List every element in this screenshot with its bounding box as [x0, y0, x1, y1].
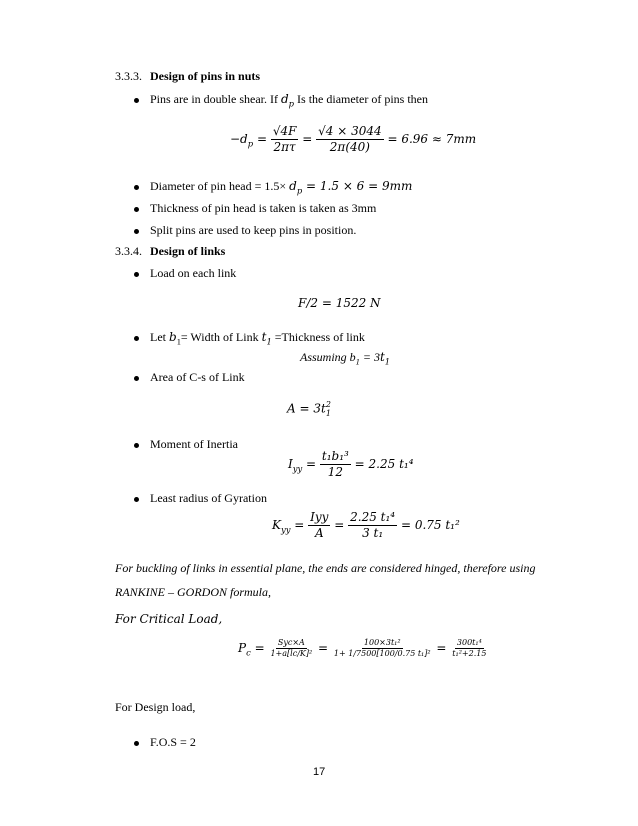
design-load-heading: For Design load,: [115, 700, 196, 714]
area-equation: A = 3t 2 1: [287, 400, 331, 418]
critical-load-equation: $P_c$ = $\frac{\text{Syc×A}}{\text{1+a[lc/K]²}}$ = $\frac{\text{100×3t₁²}}{\text{1+ 1/7500[100/0.75 t₁]²}}$ = $\frac{\text{300t₁⁴}}{\text{t₁²+2.15}}$: [238, 638, 487, 658]
pins-double-shear-text: Pins are in double shear. If $d_p$ Is the diameter of pins then: [150, 92, 428, 109]
section-title-links: Design of links: [150, 244, 226, 258]
bullet: [134, 497, 139, 502]
section-title-pins-in-nuts: Design of pins in nuts: [150, 69, 261, 83]
pin-head-diameter-text: Diameter of pin head = $1.5\times d_p = 1.5 \times 6 = 9mm$: [150, 179, 413, 196]
bullet: [134, 272, 139, 277]
bullet: [134, 443, 139, 448]
fos-text: F.O.S = 2: [150, 735, 196, 749]
section-number-3-3-4: 3.3.4.: [115, 244, 142, 258]
bullet: [134, 98, 139, 103]
assumption-text: Assuming $b_1 = 3t_1$: [300, 350, 391, 367]
page-number: 17: [313, 766, 326, 778]
load-equation: F/2 = 1522 N: [298, 296, 381, 310]
load-each-link-text: Load on each link: [150, 266, 237, 280]
bullet: [134, 741, 139, 746]
radius-gyration-text: Least radius of Gyration: [150, 491, 267, 505]
split-pins-text: Split pins are used to keep pins in position.: [150, 223, 357, 237]
bullet: [134, 185, 139, 190]
moment-inertia-equation: $I_{yy}$ = $\frac{\text{t₁b₁³}}{12}$ = 2.25 t₁⁴: [288, 449, 414, 479]
buckling-paragraph-line2: RANKINE – GORDON formula,: [115, 585, 271, 599]
bullet: [134, 207, 139, 212]
moment-inertia-text: Moment of Inertia: [150, 437, 238, 451]
pin-diameter-equation: $-d_p$ = $\frac{√4F}{2\pi\tau}$ = $\frac{√4 \times 3044}{2\pi(40)}$ = 6.96 ≈ 7mm: [230, 124, 477, 154]
link-dimensions-text: Let $b_1=$ Width of Link $t_1$ =Thickness of link: [150, 330, 365, 347]
radius-gyration-equation: $K_{yy}$ = $\frac{\text{Iyy}}{A}$ = $\frac{\text{2.25 t₁⁴}}{\text{3 t₁}}$ = 0.75 t₁²: [272, 510, 460, 540]
bullet: [134, 229, 139, 234]
section-number-3-3-3: 3.3.3.: [115, 69, 142, 83]
bullet: [134, 376, 139, 381]
buckling-paragraph-line1: For buckling of links in essential plane, the ends are considered hinged, therefore using: [115, 561, 536, 575]
pin-head-thickness-text: Thickness of pin head is taken is taken as 3mm: [150, 201, 377, 215]
critical-load-heading: For Critical Load,: [115, 612, 223, 626]
bullet: [134, 336, 139, 341]
area-cs-text: Area of C-s of Link: [150, 370, 245, 384]
